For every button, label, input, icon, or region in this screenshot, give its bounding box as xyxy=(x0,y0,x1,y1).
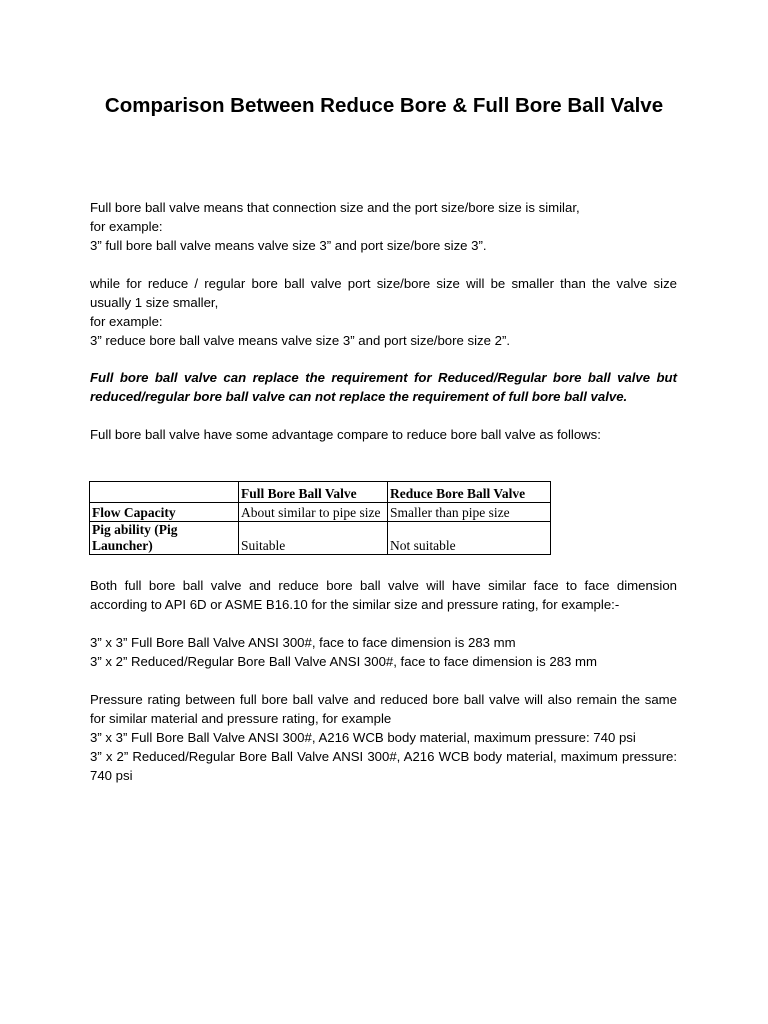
pressure-intro: Pressure rating between full bore ball valve and reduced bore ball valve will also remain the same for similar material and pressure rating, for example xyxy=(90,692,677,726)
face-to-face-intro: Both full bore ball valve and reduce bore ball valve will have similar face to face dimension according to API 6D or ASME B16.10 for the similar size and pressure rating, for example:- xyxy=(90,578,677,612)
advantage-intro xyxy=(90,425,677,444)
face-to-face-examples xyxy=(90,633,677,671)
paragraph-line: Full bore ball valve means that connection size and the port size/bore size is similar, xyxy=(90,200,580,215)
paragraph-line: 3” full bore ball valve means valve size 3” and port size/bore size 3”. xyxy=(90,238,487,253)
table-cell: About similar to pipe size xyxy=(239,503,388,522)
advantage-intro-text: Full bore ball valve have some advantage compare to reduce bore ball valve as follows: xyxy=(90,427,601,442)
table-header-cell: Reduce Bore Ball Valve xyxy=(388,482,551,503)
table-row-label: Flow Capacity xyxy=(90,503,239,522)
face-to-face-example: 3” x 2” Reduced/Regular Bore Ball Valve ANSI 300#, face to face dimension is 283 mm xyxy=(90,654,598,669)
face-to-face-paragraph xyxy=(90,576,677,614)
reduce-bore-definition xyxy=(90,274,677,350)
pressure-example: 3” x 3” Full Bore Ball Valve ANSI 300#, A216 WCB body material, maximum pressure: 740 psi xyxy=(90,730,636,745)
table-cell: Suitable xyxy=(239,522,388,555)
full-bore-definition xyxy=(90,198,677,255)
comparison-table xyxy=(89,481,551,555)
pressure-paragraph xyxy=(90,690,677,785)
paragraph-line: 3” reduce bore ball valve means valve size 3” and port size/bore size 2”. xyxy=(90,333,511,348)
pressure-example: 3” x 2” Reduced/Regular Bore Ball Valve ANSI 300#, A216 WCB body material, maximum pressure: 740 psi xyxy=(90,749,677,783)
table-row-label: Pig ability (Pig Launcher) xyxy=(90,522,239,555)
paragraph-line: for example: xyxy=(90,219,163,234)
table-cell: Smaller than pipe size xyxy=(388,503,551,522)
page-title: Comparison Between Reduce Bore & Full Bore Ball Valve xyxy=(104,94,664,117)
emphasis-paragraph xyxy=(90,368,677,406)
paragraph-line: while for reduce / regular bore ball valve port size/bore size will be smaller than the valve size usually 1 size smaller, xyxy=(90,276,677,310)
table-header-row xyxy=(90,482,551,503)
paragraph-line: for example: xyxy=(90,314,163,329)
table-row xyxy=(90,503,551,522)
table-header-cell xyxy=(90,482,239,503)
table-header-cell: Full Bore Ball Valve xyxy=(239,482,388,503)
face-to-face-example: 3” x 3” Full Bore Ball Valve ANSI 300#, face to face dimension is 283 mm xyxy=(90,635,516,650)
table-row xyxy=(90,522,551,555)
table-cell: Not suitable xyxy=(388,522,551,555)
emphasis-text: Full bore ball valve can replace the requirement for Reduced/Regular bore ball valve but reduced/regular bore ball valve can not replace the requirement of full bore ball valve. xyxy=(90,370,677,404)
